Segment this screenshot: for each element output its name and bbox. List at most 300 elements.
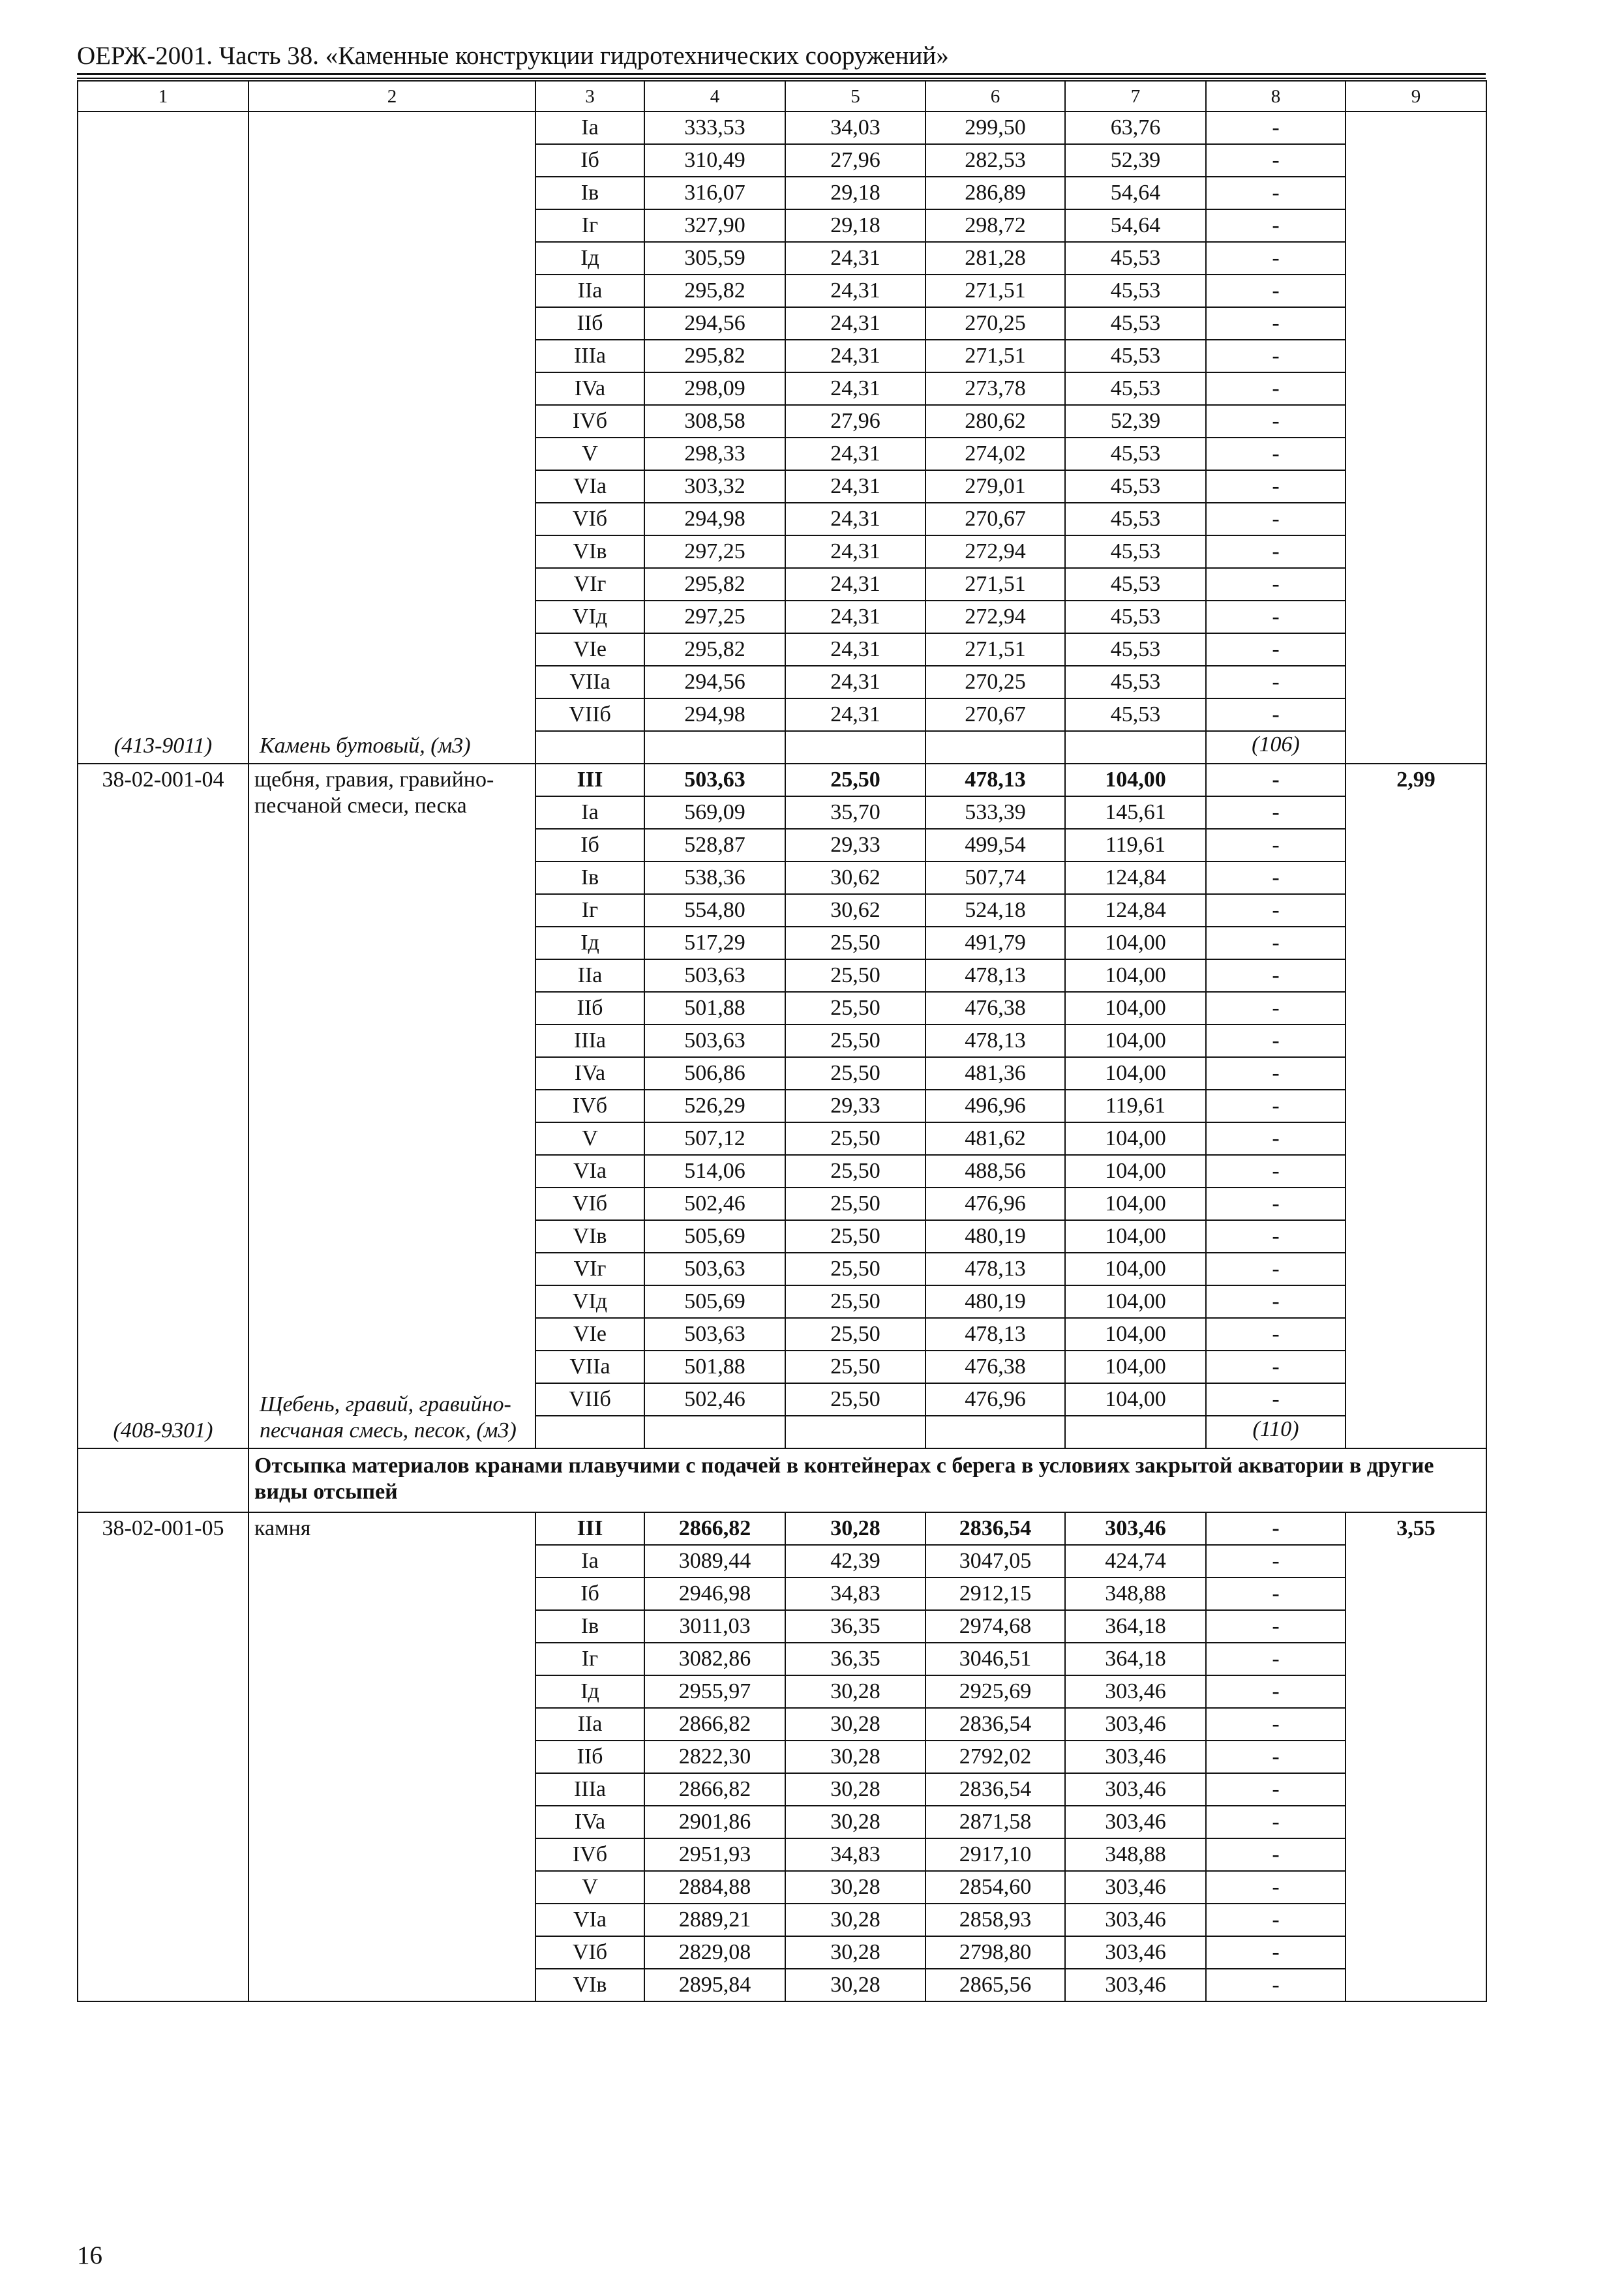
- row-cell-col6: 478,13: [925, 1318, 1065, 1351]
- row-cell-col5: 34,83: [785, 1578, 925, 1610]
- row-cell-col4: 2829,08: [644, 1936, 785, 1969]
- row-cell-col7: 104,00: [1065, 1057, 1206, 1090]
- rates-table: [77, 80, 1487, 2002]
- row-cell-col6: 271,51: [925, 568, 1065, 601]
- row-cell-col4: 327,90: [644, 209, 785, 242]
- row-cell-col7: 348,88: [1065, 1578, 1206, 1610]
- row-cell-col5: 34,83: [785, 1838, 925, 1871]
- row-cell-col6: 3047,05: [925, 1545, 1065, 1578]
- row-cell-col6: 478,13: [925, 764, 1065, 796]
- row-cell-col5: 29,33: [785, 1090, 925, 1122]
- rate-code: 38-02-001-05: [78, 1512, 248, 2001]
- row-cell-col5: 42,39: [785, 1545, 925, 1578]
- row-cell-col6: 298,72: [925, 209, 1065, 242]
- row-cell-col5: 24,31: [785, 601, 925, 633]
- row-cell-col3: IVa: [535, 1806, 644, 1838]
- row-cell-col8: -: [1206, 470, 1346, 503]
- row-cell-col7: 45,53: [1065, 275, 1206, 307]
- row-cell-col6: 478,13: [925, 1253, 1065, 1285]
- section-empty-col1: [78, 1448, 248, 1512]
- row-cell-col7: 145,61: [1065, 796, 1206, 829]
- row-cell-col3: IIб: [535, 1741, 644, 1773]
- row-cell-col6: 271,51: [925, 633, 1065, 666]
- row-cell-col4: 507,12: [644, 1122, 785, 1155]
- row-cell-col3: Iд: [535, 927, 644, 959]
- row-cell-col7: 303,46: [1065, 1936, 1206, 1969]
- row-cell-col6: 2912,15: [925, 1578, 1065, 1610]
- row-cell-col4: 554,80: [644, 894, 785, 927]
- row-cell-col5: 30,28: [785, 1773, 925, 1806]
- row-cell-col3: Iг: [535, 894, 644, 927]
- row-cell-col8: -: [1206, 1578, 1346, 1610]
- row-cell-col5: 30,28: [785, 1969, 925, 2001]
- row-cell-col5: 30,62: [785, 861, 925, 894]
- row-cell-col3: IIa: [535, 1708, 644, 1741]
- row-cell-col8: -: [1206, 112, 1346, 144]
- row-cell-col5: 29,18: [785, 209, 925, 242]
- row-cell-col4: 526,29: [644, 1090, 785, 1122]
- row-cell-col7: 45,53: [1065, 307, 1206, 340]
- row-cell-col4: 2895,84: [644, 1969, 785, 2001]
- row-cell-col5: 25,50: [785, 1318, 925, 1351]
- row-cell-col6: 524,18: [925, 894, 1065, 927]
- row-cell-col7: 45,53: [1065, 535, 1206, 568]
- row-cell-col6: 3046,51: [925, 1643, 1065, 1675]
- row-cell-col5: 24,31: [785, 340, 925, 372]
- row-cell-col8: -: [1206, 1708, 1346, 1741]
- row-cell-col4: 2955,97: [644, 1675, 785, 1708]
- row-cell-col5: 30,28: [785, 1806, 925, 1838]
- row-cell-col8: -: [1206, 1838, 1346, 1871]
- row-cell-col6: 2858,93: [925, 1904, 1065, 1936]
- section-title: Отсыпка материалов кранами плавучими с подачей в контейнерах с берега в условиях закрытой акватории в другие виды отсыпей: [248, 1448, 1486, 1512]
- row-cell-col7: 45,53: [1065, 470, 1206, 503]
- row-cell-col3: VIб: [535, 1188, 644, 1220]
- row-cell-col5: 30,28: [785, 1741, 925, 1773]
- row-cell-col6: 274,02: [925, 438, 1065, 470]
- row-cell-col4: 2951,93: [644, 1838, 785, 1871]
- row-cell-col6: 272,94: [925, 601, 1065, 633]
- row-cell-col3: Iв: [535, 177, 644, 209]
- row-cell-col4: 506,86: [644, 1057, 785, 1090]
- material-empty-col3: [535, 731, 644, 764]
- row-cell-col3: IVб: [535, 405, 644, 438]
- row-cell-col3: Iб: [535, 829, 644, 861]
- row-cell-col7: 104,00: [1065, 764, 1206, 796]
- row-cell-col8: -: [1206, 1122, 1346, 1155]
- row-cell-col7: 104,00: [1065, 959, 1206, 992]
- row-cell-col6: 499,54: [925, 829, 1065, 861]
- column-number: 2: [248, 81, 535, 112]
- row-cell-col5: 24,31: [785, 307, 925, 340]
- row-cell-col3: IIIa: [535, 340, 644, 372]
- row-cell-col7: 104,00: [1065, 1253, 1206, 1285]
- row-cell-col5: 25,50: [785, 1253, 925, 1285]
- row-cell-col7: 45,53: [1065, 438, 1206, 470]
- row-cell-col8: -: [1206, 1969, 1346, 2001]
- row-cell-col5: 25,50: [785, 1025, 925, 1057]
- row-cell-col8: -: [1206, 1285, 1346, 1318]
- row-cell-col7: 54,64: [1065, 209, 1206, 242]
- row-cell-col3: VIг: [535, 568, 644, 601]
- material-empty-col6: [925, 731, 1065, 764]
- row-cell-col5: 27,96: [785, 405, 925, 438]
- material-code: (413-9011): [113, 734, 213, 758]
- row-cell-col4: 310,49: [644, 144, 785, 177]
- row-cell-col3: VIд: [535, 601, 644, 633]
- row-cell-col4: 303,32: [644, 470, 785, 503]
- row-cell-col8: -: [1206, 894, 1346, 927]
- row-cell-col7: 104,00: [1065, 927, 1206, 959]
- row-cell-col7: 63,76: [1065, 112, 1206, 144]
- row-cell-col3: VIe: [535, 1318, 644, 1351]
- row-cell-col6: 533,39: [925, 796, 1065, 829]
- row-cell-col8: -: [1206, 1188, 1346, 1220]
- row-cell-col7: 45,53: [1065, 372, 1206, 405]
- row-cell-col6: 476,38: [925, 1351, 1065, 1383]
- row-cell-col8: -: [1206, 1904, 1346, 1936]
- row-cell-col4: 501,88: [644, 992, 785, 1025]
- row-cell-col4: 2889,21: [644, 1904, 785, 1936]
- row-cell-col4: 514,06: [644, 1155, 785, 1188]
- row-cell-col6: 280,62: [925, 405, 1065, 438]
- row-cell-col8: -: [1206, 959, 1346, 992]
- row-cell-col8: -: [1206, 601, 1346, 633]
- row-cell-col6: 481,62: [925, 1122, 1065, 1155]
- page-number: 16: [77, 2241, 102, 2269]
- row-cell-col7: 104,00: [1065, 1188, 1206, 1220]
- row-cell-col8: -: [1206, 1806, 1346, 1838]
- row-cell-col3: IIIa: [535, 1773, 644, 1806]
- row-cell-col4: 294,98: [644, 503, 785, 535]
- row-cell-col4: 503,63: [644, 764, 785, 796]
- row-cell-col5: 25,50: [785, 959, 925, 992]
- row-cell-col3: Iв: [535, 861, 644, 894]
- row-cell-col4: 3089,44: [644, 1545, 785, 1578]
- material-name: Камень бутовый, (м3): [260, 734, 471, 758]
- row-cell-col7: 348,88: [1065, 1838, 1206, 1871]
- page-header: ОЕРЖ-2001. Часть 38. «Каменные конструкции гидротехнических сооружений»: [77, 42, 949, 70]
- column-number: 5: [785, 81, 925, 112]
- row-cell-col5: 24,31: [785, 535, 925, 568]
- row-cell-col5: 29,18: [785, 177, 925, 209]
- material-quantity: (106): [1206, 731, 1346, 764]
- column-number: 7: [1065, 81, 1206, 112]
- row-cell-col7: 104,00: [1065, 1383, 1206, 1416]
- row-cell-col8: -: [1206, 340, 1346, 372]
- row-cell-col7: 124,84: [1065, 894, 1206, 927]
- row-cell-col7: 303,46: [1065, 1871, 1206, 1904]
- row-cell-col3: VIa: [535, 470, 644, 503]
- row-cell-col5: 25,50: [785, 1383, 925, 1416]
- row-cell-col3: Iг: [535, 1643, 644, 1675]
- row-cell-col5: 36,35: [785, 1610, 925, 1643]
- row-cell-col6: 2836,54: [925, 1773, 1065, 1806]
- row-cell-col8: -: [1206, 438, 1346, 470]
- row-cell-col8: -: [1206, 1155, 1346, 1188]
- column-number: 8: [1206, 81, 1346, 112]
- row-cell-col7: 364,18: [1065, 1610, 1206, 1643]
- row-cell-col7: 45,53: [1065, 340, 1206, 372]
- material-empty-col4: [644, 1416, 785, 1448]
- row-cell-col8: -: [1206, 1643, 1346, 1675]
- row-cell-col5: 25,50: [785, 1351, 925, 1383]
- row-cell-col5: 25,50: [785, 764, 925, 796]
- row-cell-col5: 24,31: [785, 503, 925, 535]
- column-number: 3: [535, 81, 644, 112]
- row-cell-col6: 2865,56: [925, 1969, 1065, 2001]
- row-cell-col3: VIa: [535, 1155, 644, 1188]
- row-cell-col8: -: [1206, 209, 1346, 242]
- row-cell-col8: -: [1206, 372, 1346, 405]
- row-cell-col7: 54,64: [1065, 177, 1206, 209]
- material-quantity: (110): [1206, 1416, 1346, 1448]
- row-cell-col7: 303,46: [1065, 1741, 1206, 1773]
- row-cell-col3: IIa: [535, 275, 644, 307]
- row-cell-col7: 104,00: [1065, 1351, 1206, 1383]
- row-cell-col3: VIб: [535, 1936, 644, 1969]
- row-cell-col8: -: [1206, 503, 1346, 535]
- row-cell-col7: 119,61: [1065, 1090, 1206, 1122]
- row-cell-col8: -: [1206, 1675, 1346, 1708]
- row-cell-col8: -: [1206, 307, 1346, 340]
- row-cell-col5: 29,33: [785, 829, 925, 861]
- column-number: 9: [1346, 81, 1486, 112]
- row-cell-col6: 2836,54: [925, 1708, 1065, 1741]
- row-cell-col6: 507,74: [925, 861, 1065, 894]
- row-cell-col4: 501,88: [644, 1351, 785, 1383]
- row-cell-col4: 2866,82: [644, 1708, 785, 1741]
- row-cell-col3: Iд: [535, 1675, 644, 1708]
- row-cell-col5: 24,31: [785, 438, 925, 470]
- row-cell-col4: 569,09: [644, 796, 785, 829]
- row-cell-col7: 104,00: [1065, 1155, 1206, 1188]
- row-cell-col6: 2854,60: [925, 1871, 1065, 1904]
- row-cell-col5: 30,28: [785, 1871, 925, 1904]
- row-cell-col5: 25,50: [785, 1220, 925, 1253]
- row-cell-col5: 24,31: [785, 666, 925, 698]
- row-cell-col3: VIIб: [535, 698, 644, 731]
- row-cell-col4: 298,33: [644, 438, 785, 470]
- row-cell-col3: IIб: [535, 992, 644, 1025]
- row-cell-col5: 35,70: [785, 796, 925, 829]
- row-cell-col6: 2974,68: [925, 1610, 1065, 1643]
- row-cell-col3: IVб: [535, 1838, 644, 1871]
- row-cell-col4: 316,07: [644, 177, 785, 209]
- row-cell-col3: VIб: [535, 503, 644, 535]
- row-cell-col3: V: [535, 1871, 644, 1904]
- row-cell-col8: -: [1206, 1220, 1346, 1253]
- column-number: 6: [925, 81, 1065, 112]
- row-cell-col4: 294,98: [644, 698, 785, 731]
- row-cell-col7: 119,61: [1065, 829, 1206, 861]
- row-cell-col8: -: [1206, 1057, 1346, 1090]
- row-cell-col3: IVб: [535, 1090, 644, 1122]
- row-cell-col7: 303,46: [1065, 1904, 1206, 1936]
- row-cell-col4: 308,58: [644, 405, 785, 438]
- table-row: [78, 1512, 1486, 1545]
- row-cell-col5: 25,50: [785, 992, 925, 1025]
- row-cell-col6: 281,28: [925, 242, 1065, 275]
- row-cell-col6: 282,53: [925, 144, 1065, 177]
- row-cell-col8: -: [1206, 1318, 1346, 1351]
- row-cell-col8: -: [1206, 1383, 1346, 1416]
- row-cell-col5: 34,03: [785, 112, 925, 144]
- row-cell-col5: 24,31: [785, 275, 925, 307]
- row-cell-col4: 2866,82: [644, 1773, 785, 1806]
- row-cell-col3: IIб: [535, 307, 644, 340]
- row-cell-col6: 476,96: [925, 1188, 1065, 1220]
- row-cell-col7: 303,46: [1065, 1773, 1206, 1806]
- row-cell-col6: 476,96: [925, 1383, 1065, 1416]
- labor-cost: 3,55: [1346, 1512, 1486, 2001]
- row-cell-col5: 25,50: [785, 927, 925, 959]
- row-cell-col4: 333,53: [644, 112, 785, 144]
- work-name-text: щебня, гравия, гравийно-песчаной смеси, песка: [254, 768, 494, 818]
- row-cell-col7: 45,53: [1065, 503, 1206, 535]
- row-cell-col8: -: [1206, 796, 1346, 829]
- row-cell-col7: 104,00: [1065, 992, 1206, 1025]
- row-cell-col4: 3082,86: [644, 1643, 785, 1675]
- row-cell-col4: 2884,88: [644, 1871, 785, 1904]
- row-cell-col6: 2792,02: [925, 1741, 1065, 1773]
- row-cell-col3: Iд: [535, 242, 644, 275]
- row-cell-col4: 503,63: [644, 959, 785, 992]
- row-cell-col4: 505,69: [644, 1220, 785, 1253]
- material-name: Щебень, гравий, гравийно-песчаная смесь, песок, (м3): [260, 1392, 517, 1443]
- row-cell-col7: 52,39: [1065, 144, 1206, 177]
- row-cell-col6: 480,19: [925, 1285, 1065, 1318]
- row-cell-col4: 305,59: [644, 242, 785, 275]
- row-cell-col4: 3011,03: [644, 1610, 785, 1643]
- row-cell-col8: -: [1206, 275, 1346, 307]
- row-cell-col8: -: [1206, 1741, 1346, 1773]
- row-cell-col3: VIIa: [535, 1351, 644, 1383]
- row-cell-col6: 271,51: [925, 275, 1065, 307]
- row-cell-col6: 271,51: [925, 340, 1065, 372]
- row-cell-col8: -: [1206, 144, 1346, 177]
- row-cell-col5: 30,28: [785, 1512, 925, 1545]
- row-cell-col7: 104,00: [1065, 1220, 1206, 1253]
- row-cell-col5: 27,96: [785, 144, 925, 177]
- row-cell-col5: 24,31: [785, 568, 925, 601]
- row-cell-col6: 286,89: [925, 177, 1065, 209]
- row-cell-col8: -: [1206, 861, 1346, 894]
- row-cell-col6: 299,50: [925, 112, 1065, 144]
- row-cell-col6: 496,96: [925, 1090, 1065, 1122]
- material-empty-col4: [644, 731, 785, 764]
- work-name: [248, 112, 535, 764]
- header-rule-thin: [77, 78, 1486, 79]
- row-cell-col5: 24,31: [785, 242, 925, 275]
- row-cell-col4: 294,56: [644, 666, 785, 698]
- work-name: камня: [248, 1512, 535, 2001]
- row-cell-col6: 270,67: [925, 698, 1065, 731]
- row-cell-col8: -: [1206, 242, 1346, 275]
- row-cell-col3: VIв: [535, 1969, 644, 2001]
- row-cell-col4: 2901,86: [644, 1806, 785, 1838]
- row-cell-col6: 476,38: [925, 992, 1065, 1025]
- row-cell-col4: 298,09: [644, 372, 785, 405]
- material-empty-col3: [535, 1416, 644, 1448]
- material-empty-col5: [785, 731, 925, 764]
- material-empty-col7: [1065, 731, 1206, 764]
- row-cell-col6: 270,25: [925, 307, 1065, 340]
- row-cell-col7: 303,46: [1065, 1512, 1206, 1545]
- row-cell-col7: 104,00: [1065, 1122, 1206, 1155]
- row-cell-col8: -: [1206, 177, 1346, 209]
- row-cell-col4: 2866,82: [644, 1512, 785, 1545]
- row-cell-col3: VIe: [535, 633, 644, 666]
- row-cell-col3: IIa: [535, 959, 644, 992]
- row-cell-col4: 2822,30: [644, 1741, 785, 1773]
- row-cell-col7: 303,46: [1065, 1969, 1206, 2001]
- row-cell-col4: 528,87: [644, 829, 785, 861]
- row-cell-col5: 36,35: [785, 1643, 925, 1675]
- row-cell-col5: 24,31: [785, 470, 925, 503]
- row-cell-col3: Ia: [535, 796, 644, 829]
- row-cell-col3: VIд: [535, 1285, 644, 1318]
- row-cell-col8: -: [1206, 829, 1346, 861]
- row-cell-col6: 478,13: [925, 959, 1065, 992]
- row-cell-col3: Iв: [535, 1610, 644, 1643]
- row-cell-col8: -: [1206, 1351, 1346, 1383]
- row-cell-col7: 45,53: [1065, 633, 1206, 666]
- row-cell-col5: 24,31: [785, 633, 925, 666]
- labor-cost: 2,99: [1346, 764, 1486, 1448]
- row-cell-col3: III: [535, 764, 644, 796]
- section-row: [78, 1448, 1486, 1512]
- row-cell-col5: 30,28: [785, 1904, 925, 1936]
- material-empty-col6: [925, 1416, 1065, 1448]
- row-cell-col4: 2946,98: [644, 1578, 785, 1610]
- row-cell-col8: -: [1206, 927, 1346, 959]
- material-code: (408-9301): [113, 1418, 213, 1443]
- row-cell-col7: 303,46: [1065, 1675, 1206, 1708]
- row-cell-col7: 104,00: [1065, 1285, 1206, 1318]
- row-cell-col7: 45,53: [1065, 242, 1206, 275]
- row-cell-col8: -: [1206, 1871, 1346, 1904]
- row-cell-col7: 303,46: [1065, 1806, 1206, 1838]
- row-cell-col8: -: [1206, 1610, 1346, 1643]
- row-cell-col7: 45,53: [1065, 601, 1206, 633]
- row-cell-col5: 24,31: [785, 698, 925, 731]
- row-cell-col4: 502,46: [644, 1383, 785, 1416]
- row-cell-col5: 25,50: [785, 1188, 925, 1220]
- row-cell-col3: VIIa: [535, 666, 644, 698]
- row-cell-col3: VIIб: [535, 1383, 644, 1416]
- row-cell-col6: 2917,10: [925, 1838, 1065, 1871]
- row-cell-col6: 481,36: [925, 1057, 1065, 1090]
- row-cell-col7: 104,00: [1065, 1318, 1206, 1351]
- row-cell-col8: -: [1206, 698, 1346, 731]
- row-cell-col4: 503,63: [644, 1253, 785, 1285]
- row-cell-col3: Iг: [535, 209, 644, 242]
- row-cell-col8: -: [1206, 405, 1346, 438]
- row-cell-col4: 297,25: [644, 535, 785, 568]
- row-cell-col8: -: [1206, 764, 1346, 796]
- row-cell-col6: 279,01: [925, 470, 1065, 503]
- row-cell-col6: 2925,69: [925, 1675, 1065, 1708]
- material-empty-col5: [785, 1416, 925, 1448]
- row-cell-col3: III: [535, 1512, 644, 1545]
- row-cell-col8: -: [1206, 1090, 1346, 1122]
- row-cell-col6: 272,94: [925, 535, 1065, 568]
- row-cell-col8: -: [1206, 1936, 1346, 1969]
- row-cell-col3: Ia: [535, 1545, 644, 1578]
- row-cell-col5: 25,50: [785, 1155, 925, 1188]
- row-cell-col6: 2798,80: [925, 1936, 1065, 1969]
